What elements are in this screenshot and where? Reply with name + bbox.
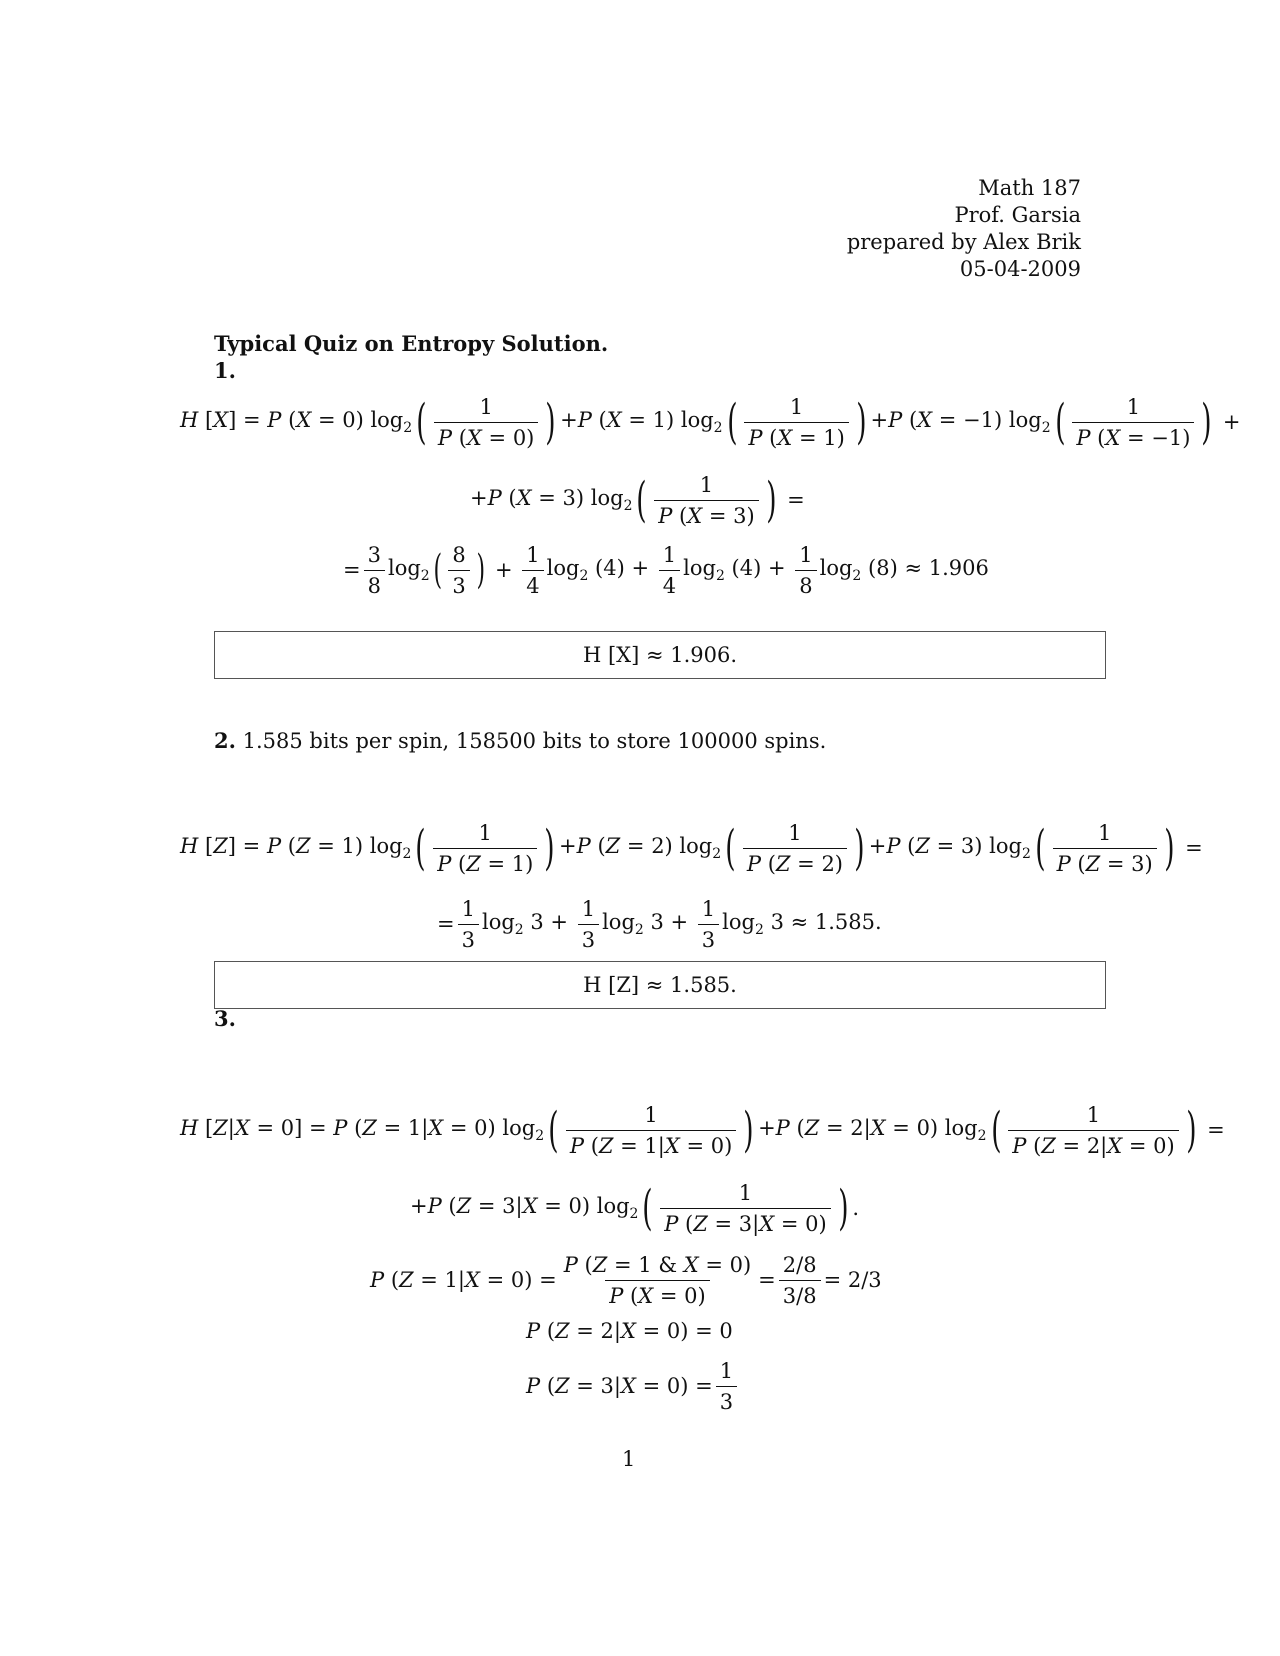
- document-date: 05-04-2009: [959, 257, 1081, 281]
- equation-hzx-line-1: H [Z|X = 0] = P (Z = 1|X = 0) $\log_2$ ( $\frac{1}{P (Z = 1|X = 0)}$ ) +P (Z = 2|X = 0) $\log_2$ ( $\frac{1}{P (Z = 2|X = 0)}$ ) =: [180, 1102, 1225, 1158]
- equation-hx-line-3: = $\frac{3}{8}$ $\log_2$ ( $\frac{8}{3}$ ) + $\frac{1}{4}$ $\log_2 (4)$ + $\frac{1}{4}$ $\log_2 (4)$ + $\frac{1}{8}$ $\log_2 (8) \approx 1.906$: [343, 542, 989, 598]
- course-name: Math 187: [978, 176, 1081, 200]
- preparer-name: prepared by Alex Brik: [846, 230, 1081, 254]
- problem-2-text: [214, 728, 826, 753]
- equation-pz1-given-x0: P (Z = 1|X = 0) = $\frac{P (Z = 1 \& X = 0)}{P (X = 0)}$ = $\frac{2/8}{3/8}$ = 2/3: [370, 1252, 882, 1308]
- answer-box-1: [214, 631, 1106, 679]
- professor-name: Prof. Garsia: [954, 203, 1081, 227]
- equation-pz2-given-x0: P (Z = 2|X = 0) = 0: [526, 1319, 733, 1343]
- page-number: 1: [622, 1447, 636, 1471]
- answer-1-text: H [X] ≈ 1.906.: [582, 643, 738, 667]
- answer-2-text: H [Z] ≈ 1.585.: [583, 973, 737, 997]
- equation-hx-line-2: +P (X = 3) $\log_2$ ( $\frac{1}{P (X = 3)}$ ) =: [470, 472, 805, 528]
- problem-1-label: 1.: [214, 358, 236, 383]
- equation-hx-line-1: H [X] = P (X = 0) $\log_2$ ( $\frac{1}{P (X = 0)}$ ) +P (X = 1) $\log_2$ ( $\frac{1}{P (X = 1)}$ ) +P (X = −1) $\log_2$ ( $\frac{1}{P (X = -1)}$ ) +: [180, 394, 1241, 450]
- problem-3-label: 3.: [214, 1006, 236, 1031]
- problem-2-label: 2.: [214, 728, 236, 753]
- equation-hz-line-1: H [Z] = P (Z = 1) $\log_2$ ( $\frac{1}{P (Z = 1)}$ ) +P (Z = 2) $\log_2$ ( $\frac{1}{P (Z = 2)}$ ) +P (Z = 3) $\log_2$ ( $\frac{1}{P (Z = 3)}$ ) =: [180, 820, 1203, 876]
- equation-hzx-line-2: +P (Z = 3|X = 0) $\log_2$ ( $\frac{1}{P (Z = 3|X = 0)}$ ) .: [410, 1180, 860, 1236]
- problem-2-statement: 1.585 bits per spin, 158500 bits to store 100000 spins.: [242, 729, 827, 753]
- equation-pz3-given-x0: P (Z = 3|X = 0) = $\frac{1}{3}$: [526, 1356, 740, 1416]
- answer-box-2: [214, 961, 1106, 1009]
- equation-hz-line-2: = $\frac{1}{3}$ $\log_2 3$ + $\frac{1}{3}$ $\log_2 3$ + $\frac{1}{3}$ $\log_2 3 \approx 1.585$.: [437, 896, 882, 952]
- page-title: Typical Quiz on Entropy Solution.: [214, 331, 609, 356]
